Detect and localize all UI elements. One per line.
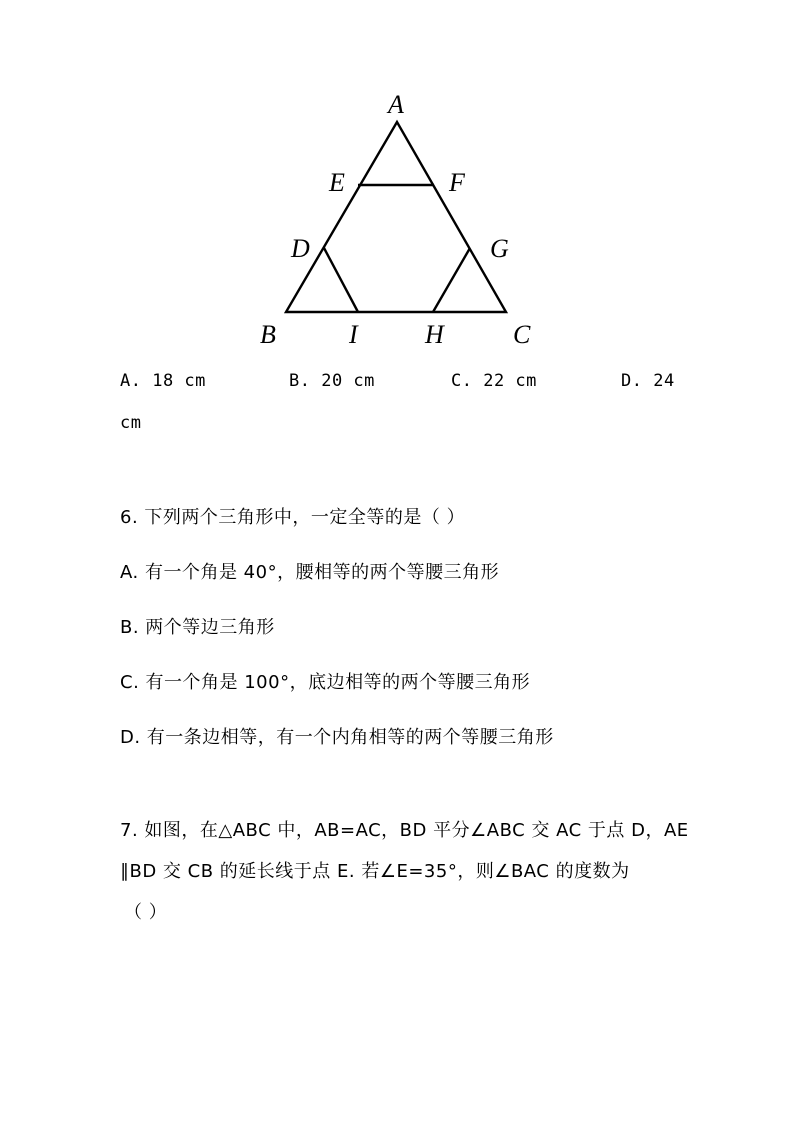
- vertex-label-H: H: [425, 320, 444, 349]
- segment-DI: [324, 248, 358, 312]
- vertex-label-I: I: [349, 320, 358, 349]
- q7-stem-line1: 7. 如图，在△ABC 中，AB=AC，BD 平分∠ABC 交 AC 于点 D，AE: [120, 820, 689, 841]
- q5-option-d: D. 24: [621, 371, 675, 391]
- q5-option-b: B. 20 cm: [289, 371, 375, 391]
- q5-option-d-continued: cm: [120, 413, 142, 433]
- vertex-label-C: C: [513, 320, 531, 349]
- vertex-label-B: B: [260, 320, 276, 349]
- q5-option-a: A. 18 cm: [120, 371, 206, 391]
- vertex-label-A: A: [388, 90, 404, 119]
- outer-triangle: [286, 122, 506, 312]
- triangle-diagram: [250, 88, 550, 358]
- q7-answer-blank: （ ）: [124, 902, 168, 923]
- vertex-label-D: D: [291, 234, 310, 263]
- q6-option-b: B. 两个等边三角形: [120, 617, 275, 638]
- q7-stem-line2: ∥BD 交 CB 的延长线于点 E. 若∠E=35°，则∠BAC 的度数为: [120, 861, 630, 882]
- q6-stem: 6. 下列两个三角形中，一定全等的是（ ）: [120, 507, 466, 528]
- q6-option-c: C. 有一个角是 100°，底边相等的两个等腰三角形: [120, 672, 531, 693]
- q5-option-c: C. 22 cm: [451, 371, 537, 391]
- q6-option-d: D. 有一条边相等，有一个内角相等的两个等腰三角形: [120, 727, 554, 748]
- triangle-figure: [250, 88, 550, 358]
- vertex-label-F: F: [449, 168, 465, 197]
- vertex-label-E: E: [329, 168, 345, 197]
- q6-option-a: A. 有一个角是 40°，腰相等的两个等腰三角形: [120, 562, 500, 583]
- vertex-label-G: G: [490, 234, 509, 263]
- segment-GH: [433, 248, 470, 312]
